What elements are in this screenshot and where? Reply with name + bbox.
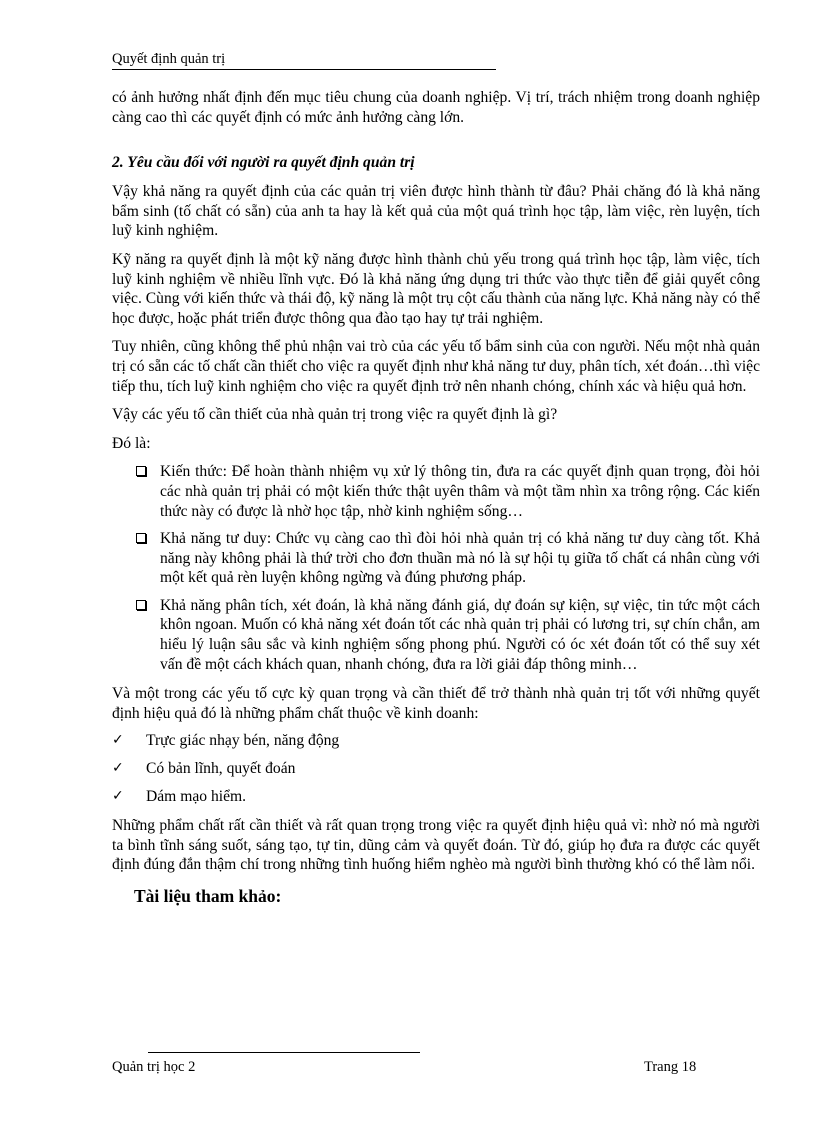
- list-item-text: Trực giác nhạy bén, năng động: [146, 732, 340, 750]
- list-item-text: Dám mạo hiểm.: [146, 787, 247, 805]
- intro-continuation: có ảnh hưởng nhất định đến mục tiêu chung của doanh nghiệp. Vị trí, trách nhiệm trong doanh nghiệp càng cao thì các quyết định có mức ảnh hưởng càng lớn.: [112, 89, 760, 126]
- footer-page-number: Trang 18: [644, 1059, 697, 1075]
- list-item: [112, 731, 760, 751]
- running-header: Quyết định quản trị: [112, 50, 496, 70]
- list-item: [112, 529, 760, 588]
- list-item-text: Có bản lĩnh, quyết đoán: [146, 760, 296, 778]
- list-item: [112, 759, 760, 779]
- paragraph-lead: Đó là:: [112, 434, 151, 452]
- requirements-list: [112, 462, 760, 674]
- page-body: [112, 88, 760, 907]
- footer-rule: [148, 1052, 420, 1053]
- paragraph-skill: Kỹ năng ra quyết định là một kỹ năng được hình thành chủ yếu trong quá trình học tập, làm việc, tích luỹ kinh nghiệm về nhiều lĩnh vực. Đó là khả năng ứng dụng tri thức vào thực tiễn để giải quyết công việc. Cùng với kiến thức và thái độ, kỹ năng là một trụ cột cấu thành của năng lực. Khả năng này có thể học được, hoặc phát triển được thông qua đào tạo hay tự trải nghiệm.: [112, 250, 760, 327]
- list-item-text: Khả năng phân tích, xét đoán, là khả năng đánh giá, dự đoán sự kiện, sự việc, tin tức một cách khôn ngoan. Muốn có khả năng xét đoán tốt các nhà quản trị phải có lương tri, sự chín chắn, am hiểu lý luận sâu sắc và kinh nghiệm sống phong phú. Người có óc xét đoán tốt có thể suy xét vấn đề một cách khách quan, nhanh chóng, đưa ra lời giải đáp thông minh…: [160, 596, 760, 673]
- checkmark-icon: ✓: [112, 760, 124, 777]
- checkbox-bullet-icon: [136, 533, 146, 543]
- checkmark-icon: ✓: [112, 732, 124, 749]
- closing-paragraph: Những phẩm chất rất cần thiết và rất quan trọng trong việc ra quyết định hiệu quả vì: nhờ nó mà người ta bình tĩnh sáng suốt, sáng tạo, tự tin, dũng cảm và quyết đoán. Từ đó, giúp họ đưa ra được các quyết định đúng đắn thậm chí trong những tình huống hiểm nghèo mà người bình thường khó có thể làm nổi.: [112, 817, 760, 874]
- references-heading: Tài liệu tham khảo:: [134, 886, 282, 906]
- paragraph-origin: Vậy khả năng ra quyết định của các quản trị viên được hình thành từ đâu? Phải chăng đó là khả năng bẩm sinh (tố chất có sẵn) của anh ta hay là kết quả của một quá trình học tập, làm việc, rèn luyện, tích luỹ kinh nghiệm.: [112, 183, 760, 240]
- qualities-list: [112, 731, 760, 806]
- list-item-text: Kiến thức: Để hoàn thành nhiệm vụ xử lý thông tin, đưa ra các quyết định quan trọng, đòi hỏi các nhà quản trị phải có một kiến thức thật uyên thâm và một tầm nhìn xa trông rộng. Các kiến thức này có được là nhờ học tập, nhờ kinh nghiệm sống…: [160, 463, 760, 520]
- checkbox-bullet-icon: [136, 466, 146, 476]
- list-item-text: Khả năng tư duy: Chức vụ càng cao thì đòi hỏi nhà quản trị có khả năng tư duy càng tốt. Khả năng này không phải là thứ trời cho đơn thuần mà nó là sự hội tụ giữa tố chất cá nhân cùng với một kết quả rèn luyện không ngừng và đúng phương pháp.: [160, 530, 760, 587]
- list-item: [112, 596, 760, 674]
- footer-course-title: Quản trị học 2: [112, 1059, 196, 1075]
- paragraph-question: Vậy các yếu tố cần thiết của nhà quản trị trong việc ra quyết định là gì?: [112, 406, 558, 424]
- paragraph-innate: Tuy nhiên, cũng không thể phủ nhận vai trò của các yếu tố bẩm sinh của con người. Nếu một nhà quản trị có sẵn các tố chất cần thiết cho việc ra quyết định như khả năng tư duy, phân tích, xét đoán…thì việc tiếp thu, tích luỹ kinh nghiệm cho việc ra quyết định trở nên nhanh chóng, chính xác và hiệu quả hơn.: [112, 338, 760, 395]
- qualities-intro: Và một trong các yếu tố cực kỳ quan trọng và cần thiết để trở thành nhà quản trị tốt với những quyết định hiệu quả đó là những phẩm chất thuộc về kinh doanh:: [112, 685, 760, 722]
- list-item: [112, 787, 760, 807]
- checkmark-icon: ✓: [112, 787, 124, 804]
- list-item: [112, 462, 760, 521]
- section-heading: 2. Yêu cầu đối với người ra quyết định quản trị: [112, 154, 415, 172]
- checkbox-bullet-icon: [136, 600, 146, 610]
